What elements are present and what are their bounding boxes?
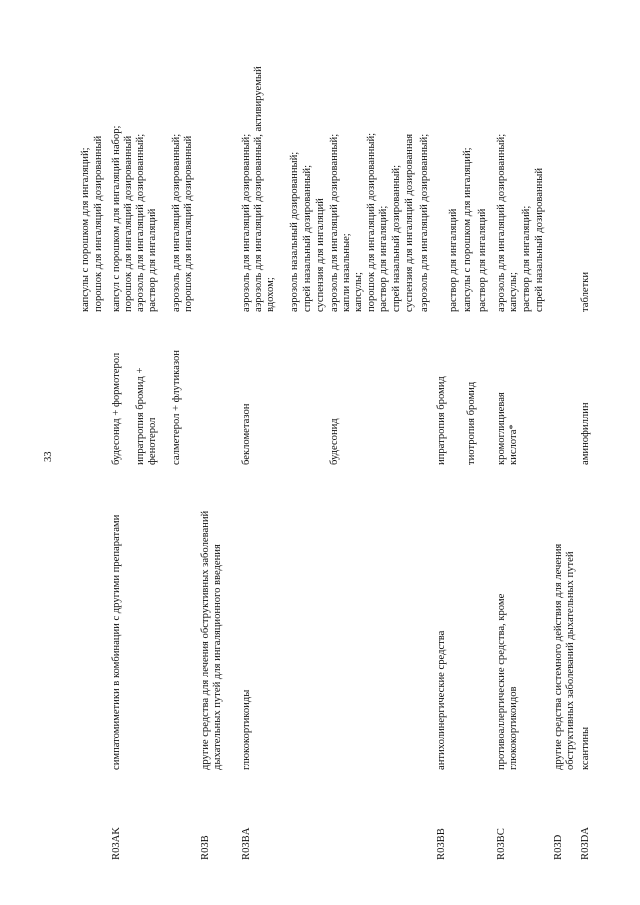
form-line: порошок для ингаляций дозированный (183, 135, 194, 312)
atc-group: глюкокортикоиды (241, 689, 252, 770)
form-line: аэрозоль для ингаляций дозированный; (496, 133, 507, 312)
atc-code: R03BB (436, 828, 447, 860)
substance-name: аминофиллин (580, 402, 591, 465)
form-line: раствор для ингаляций (147, 208, 158, 312)
atc-code: R03DA (580, 827, 591, 860)
form-line: спрей назальный дозированный; (391, 164, 402, 312)
atc-code: R03BA (241, 827, 252, 860)
atc-group: симпатомиметики в комбинации с другими препаратами (111, 514, 122, 770)
form-line: порошок для ингаляций дозированный (93, 135, 104, 312)
form-line: таблетки (580, 271, 591, 312)
form-line: порошок для ингаляций дозированный; (366, 132, 377, 312)
form-line: аэрозоль для ингаляций дозированный; (135, 133, 146, 312)
form-line: капсул с порошком для ингаляций набор; (111, 125, 122, 312)
form-line: капсулы с порошком для ингаляций; (462, 147, 473, 312)
form-line: капсулы с порошком для ингаляций; (80, 147, 91, 312)
atc-group: другие средства для лечения обструктивных заболеваний дыхательных путей для ингаляционного введения (200, 510, 224, 770)
substance-name: кромоглициевая кислота* (496, 392, 520, 465)
form-line: капли назальные; (341, 233, 352, 312)
substance-name: ипратропия бромид + фенотерол (135, 367, 159, 465)
form-line: суспензия для ингаляций (315, 198, 326, 312)
form-line: раствор для ингаляций (477, 208, 488, 312)
substance-name: ипратропия бромид (436, 376, 447, 465)
form-line: порошок для ингаляций дозированный (123, 135, 134, 312)
atc-group: противоаллергические средства, кроме глюкокортикоидов (496, 593, 520, 770)
form-line: суспензия для ингаляций дозированная (404, 133, 415, 312)
form-line: раствор для ингаляций; (521, 205, 532, 312)
form-line: аэрозоль для ингаляций дозированный; (329, 133, 340, 312)
form-line: раствор для ингаляций (448, 208, 459, 312)
form-line: спрей назальный дозированный (534, 167, 545, 312)
atc-group: другие средства системного действия для лечения обструктивных заболеваний дыхательных путей (553, 543, 577, 770)
form-line: спрей назальный дозированный; (302, 164, 313, 312)
form-line: капсулы; (353, 272, 364, 312)
atc-code: R03B (200, 835, 211, 860)
form-line: аэрозоль для ингаляций дозированный; (241, 133, 252, 312)
form-line: аэрозоль для ингаляций дозированный; (419, 133, 430, 312)
substance-name: салметерол + флутиказон (171, 350, 182, 465)
atc-code: R03AK (111, 827, 122, 860)
atc-code: R03D (553, 834, 564, 860)
form-line: аэрозоль для ингаляций дозированный, активируемый вдохом; (253, 66, 277, 312)
form-line: аэрозоль назальный дозированный; (289, 151, 300, 312)
atc-group: ксантины (580, 726, 591, 770)
form-line: капсулы; (508, 272, 519, 312)
page-number: 33 (43, 451, 54, 462)
atc-group: антихолинергические средства (436, 630, 447, 770)
substance-name: тиотропия бромид (466, 381, 477, 465)
substance-name: беклометазон (241, 403, 252, 465)
form-line: раствор для ингаляций; (378, 205, 389, 312)
substance-name: будесонид + формотерол (111, 352, 122, 465)
atc-code: R03BC (496, 828, 507, 860)
substance-name: будесонид (329, 418, 340, 465)
form-line: аэрозоль для ингаляций дозированный; (171, 133, 182, 312)
